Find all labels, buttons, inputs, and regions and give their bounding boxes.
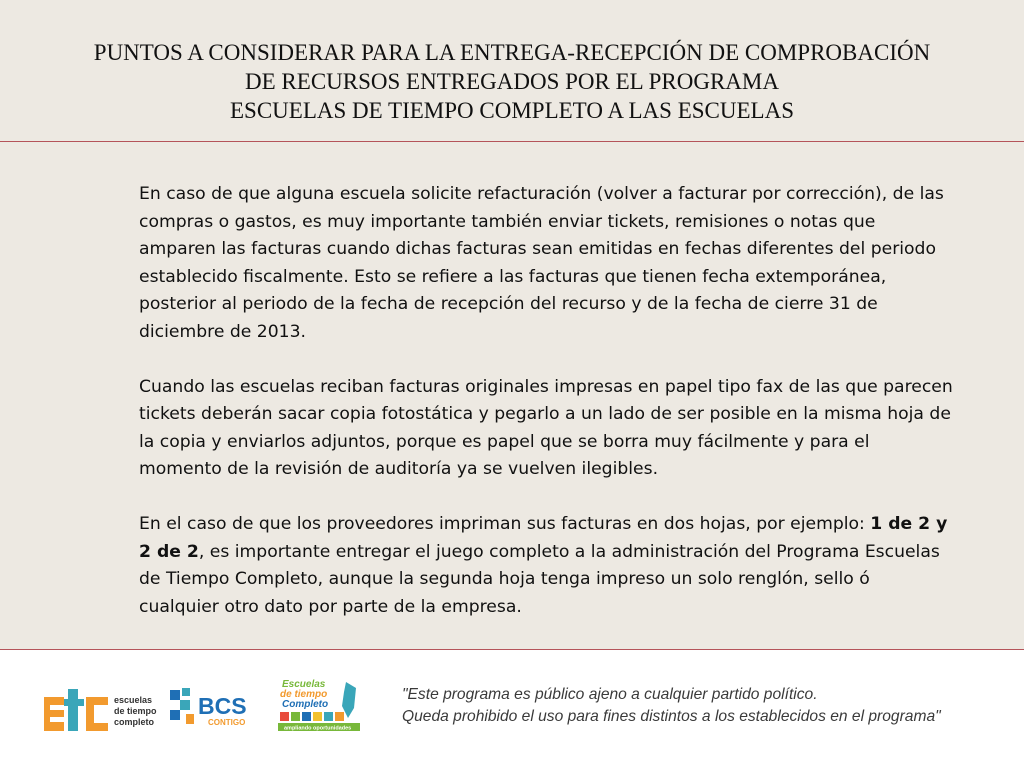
paragraph-papel-fax: Cuando las escuelas reciban facturas originales impresas en papel tipo fax de las que parecen tickets deberán sacar copia fotostática y pegarlo a un lado de ser posible en la misma hoja de la copia y enviarlos adjuntos, porque es papel que se borra muy fácilmente y para el momento de la revisión de auditoría ya se vuelven ilegibles. [139,376,953,479]
paragraph-3-rest: , es importante entregar el juego completo a la administración del Programa Escuelas de Tiempo Completo, aunque la segunda hoja tenga impreso un solo renglón, sello ó cualquier otro dato por parte de la empresa. [139,541,940,617]
body-text [139,181,954,621]
title-line-1: PUNTOS A CONSIDERAR PARA LA ENTREGA-RECEPCIÓN DE COMPROBACIÓN [93,40,931,65]
etc-logo-graphic [42,685,157,733]
footer [0,650,1024,768]
svg-text:ampliando oportunidades: ampliando oportunidades [284,725,352,732]
top-divider [0,141,1024,142]
paragraph-dos-hojas [139,511,954,621]
disclaimer-line-2: Queda prohibido el uso para fines distintos a los establecidos en el programa" [402,708,941,725]
disclaimer [402,684,1012,728]
etc-logo [42,685,157,733]
title-line-2: DE RECURSOS ENTREGADOS POR EL PROGRAMA [245,69,779,94]
programa-logo-graphic [276,678,366,732]
svg-text:escuelas: escuelas [114,695,153,705]
svg-text:Completo: Completo [282,699,329,710]
paragraph-3-intro: En el caso de que los proveedores impriman sus facturas en dos hojas, por ejemplo: [139,514,871,534]
page-title [0,38,1024,125]
bcs-logo-graphic [168,686,262,728]
svg-text:BCS: BCS [198,693,247,719]
paragraph-3-bold-example: 1 de 2 y 2 de 2 [139,514,948,562]
disclaimer-line-1: "Este programa es público ajeno a cualquier partido político. [402,686,818,703]
bcs-contigo-logo [168,686,262,728]
svg-text:de tiempo: de tiempo [114,706,157,716]
svg-text:CONTIGO: CONTIGO [208,718,246,727]
paragraph-refacturacion: En caso de que alguna escuela solicite refacturación (volver a facturar por corrección), de las compras o gastos, es muy importante también enviar tickets, remisiones o notas que amparen las facturas cuando dichas facturas sean emitidas en fechas diferentes del periodo establecido fiscalmente. Esto se refiere a las facturas que tienen fecha extemporánea, posterior al periodo de la fecha de recepción del recurso y de la fecha de cierre 31 de diciembre de 2013. [139,184,944,342]
svg-text:completo: completo [114,717,155,727]
title-line-3: ESCUELAS DE TIEMPO COMPLETO A LAS ESCUELAS [230,98,794,123]
programa-etc-logo [276,678,366,732]
svg-text:Escuelas: Escuelas [282,679,326,690]
svg-text:de tiempo: de tiempo [280,689,328,700]
